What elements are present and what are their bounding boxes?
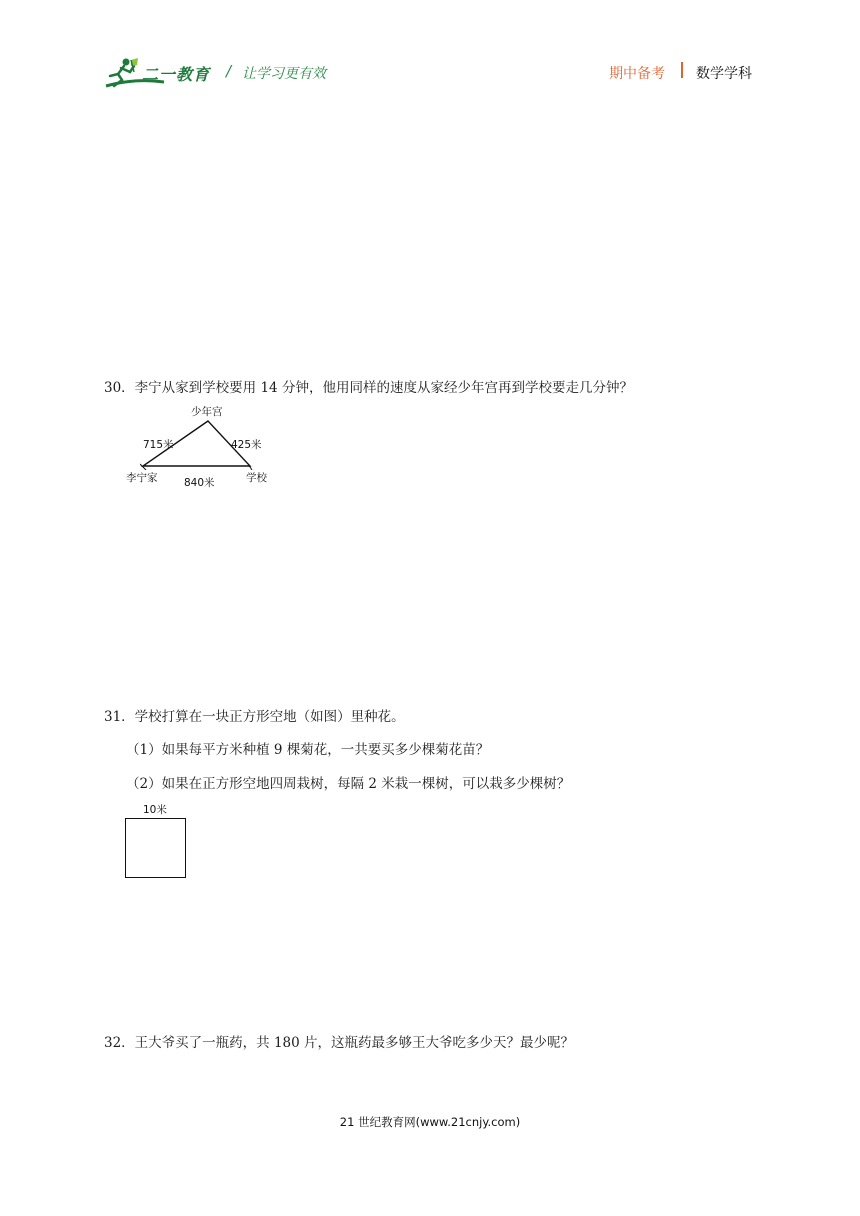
question-30: 30．李宁从家到学校要用 14 分钟，他用同样的速度从家经少年宫再到学校要走几分钟？ [104,380,633,396]
subject-label: 数学学科 [696,66,752,82]
square-plot-figure [125,818,186,878]
question-31-part-1: （1）如果每平方米种植 9 棵菊花，一共要买多少棵菊花苗？ [126,742,490,758]
question-31: 31．学校打算在一块正方形空地（如图）里种花。 [104,709,405,725]
label-home: 李宁家 [126,472,158,484]
header-slash: / [226,62,232,80]
label-square-side: 10米 [143,804,167,816]
question-32: 32．王大爷买了一瓶药，共 180 片，这瓶药最多够王大爷吃多少天？最少呢？ [104,1035,575,1051]
slogan: 让学习更有效 [242,66,326,82]
label-youth-palace: 少年宫 [191,406,223,418]
footer: 21 世纪教育网(www.21cnjy.com) [339,1115,521,1129]
header-separator [681,62,683,78]
label-side-left: 715米 [143,439,174,451]
exam-label: 期中备考 [609,66,665,82]
label-side-right: 425米 [231,439,262,451]
brand-name: 二一教育 [142,65,211,84]
label-school: 学校 [246,472,267,484]
label-side-bottom: 840米 [184,477,215,489]
question-31-part-2: （2）如果在正方形空地四周栽树，每隔 2 米栽一棵树，可以栽多少棵树？ [126,776,571,792]
